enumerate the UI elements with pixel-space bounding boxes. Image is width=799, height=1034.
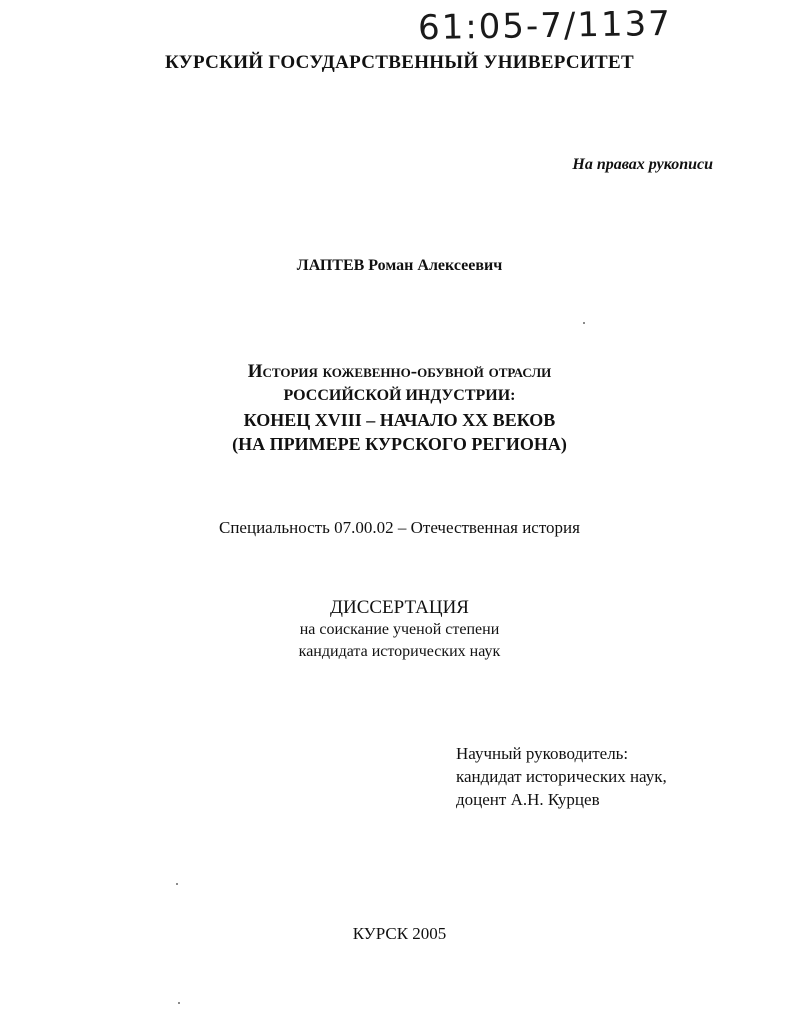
dissertation-title	[0, 360, 799, 456]
author-name: ЛАПТЕВ Роман Алексеевич	[296, 257, 503, 274]
advisor-label: Научный руководитель:	[456, 744, 629, 763]
advisor-degree: кандидат исторических наук,	[456, 767, 667, 786]
scan-speck	[178, 1002, 180, 1004]
degree-line-2: кандидата исторических наук	[298, 643, 501, 660]
dissertation-heading: ДИССЕРТАЦИЯ	[330, 597, 469, 618]
handwritten-catalog-code: 61:05-7/1137	[417, 3, 673, 49]
specialty-line: Специальность 07.00.02 – Отечественная история	[219, 518, 580, 537]
dissertation-block	[0, 597, 799, 663]
title-line-2: РОССИЙСКОЙ ИНДУСТРИИ:	[283, 387, 516, 404]
scan-speck	[176, 883, 178, 885]
manuscript-rights-note: На правах рукописи	[572, 156, 713, 173]
advisor-name: доцент А.Н. Курцев	[456, 790, 600, 809]
degree-line-1: на соискание ученой степени	[299, 621, 500, 638]
title-line-3: КОНЕЦ XVIII – НАЧАЛО XX ВЕКОВ	[243, 410, 556, 430]
title-line-1: История кожевенно-обувной отрасли	[247, 361, 552, 382]
city-year: КУРСК 2005	[352, 924, 447, 943]
advisor-block	[456, 742, 667, 811]
title-line-4: (НА ПРИМЕРЕ КУРСКОГО РЕГИОНА)	[232, 434, 567, 454]
scan-speck	[583, 322, 585, 324]
university-name: КУРСКИЙ ГОСУДАРСТВЕННЫЙ УНИВЕРСИТЕТ	[165, 52, 634, 73]
